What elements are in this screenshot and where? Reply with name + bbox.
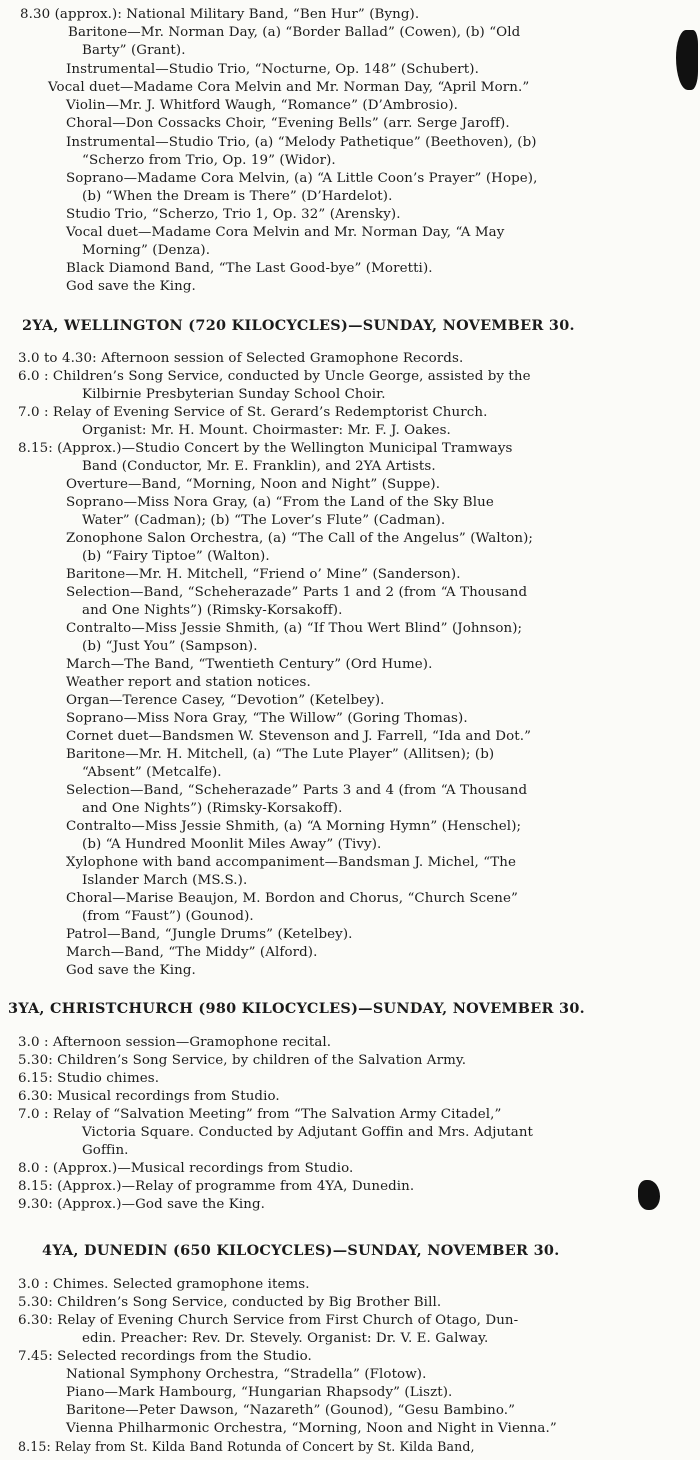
programme-line: Soprano—Miss Nora Gray, (a) “From the Land of the Sky Blue xyxy=(66,495,494,510)
programme-line: edin. Preacher: Rev. Dr. Stevely. Organist: Dr. V. E. Galway. xyxy=(82,1331,489,1346)
ink-blot xyxy=(676,30,698,90)
programme-line: Studio Trio, “Scherzo, Trio 1, Op. 32” (Arensky). xyxy=(66,207,401,222)
programme-line: and One Nights”) (Rimsky-Korsakoff). xyxy=(82,603,343,618)
programme-line: Selection—Band, “Scheherazade” Parts 3 and 4 (from “A Thousand xyxy=(66,783,528,798)
programme-line: 3.0 : Afternoon session—Gramophone recital. xyxy=(18,1035,332,1050)
station-heading-4ya: 4YA, DUNEDIN (650 KILOCYCLES)—SUNDAY, NOVEMBER 30. xyxy=(42,1242,560,1259)
programme-line: (b) “Fairy Tiptoe” (Walton). xyxy=(82,549,270,564)
programme-line: 3.0 : Chimes. Selected gramophone items. xyxy=(18,1277,310,1292)
programme-line: (from “Faust”) (Gounod). xyxy=(82,909,254,924)
programme-line: Choral—Marise Beaujon, M. Bordon and Chorus, “Church Scene” xyxy=(66,891,518,906)
programme-line: Contralto—Miss Jessie Shmith, (a) “A Morning Hymn” (Henschel); xyxy=(66,819,522,834)
programme-line: Weather report and station notices. xyxy=(66,675,311,690)
programme-line: (b) “When the Dream is There” (D’Hardelot). xyxy=(82,189,393,204)
programme-line: Soprano—Madame Cora Melvin, (a) “A Little Coon’s Prayer” (Hope), xyxy=(66,171,538,186)
programme-line: 6.15: Studio chimes. xyxy=(18,1071,160,1086)
programme-line: National Symphony Orchestra, “Stradella” (Flotow). xyxy=(66,1367,427,1382)
programme-line: Barty” (Grant). xyxy=(82,43,186,58)
programme-line: Piano—Mark Hambourg, “Hungarian Rhapsody” (Liszt). xyxy=(66,1385,453,1400)
programme-line: 8.15: (Approx.)—Studio Concert by the Wellington Municipal Tramways xyxy=(18,441,513,456)
programme-line: March—The Band, “Twentieth Century” (Ord Hume). xyxy=(66,657,433,672)
programme-line: Black Diamond Band, “The Last Good-bye” (Moretti). xyxy=(66,261,433,276)
programme-line: 9.30: (Approx.)—God save the King. xyxy=(18,1197,266,1212)
programme-line: Kilbirnie Presbyterian Sunday School Choir. xyxy=(82,387,386,402)
programme-line: 7.0 : Relay of Evening Service of St. Gerard’s Redemptorist Church. xyxy=(18,405,488,420)
programme-line: Victoria Square. Conducted by Adjutant Goffin and Mrs. Adjutant xyxy=(82,1125,534,1140)
programme-line: 7.45: Selected recordings from the Studio. xyxy=(18,1349,312,1364)
programme-line: 6.30: Relay of Evening Church Service from First Church of Otago, Dun- xyxy=(18,1313,519,1328)
programme-line: Baritone—Mr. H. Mitchell, (a) “The Lute Player” (Allitsen); (b) xyxy=(66,747,495,762)
programme-line: Baritone—Mr. H. Mitchell, “Friend o’ Mine” (Sanderson). xyxy=(66,567,461,582)
programme-line: God save the King. xyxy=(66,279,196,294)
programme-line: 7.0 : Relay of “Salvation Meeting” from “The Salvation Army Citadel,” xyxy=(18,1107,502,1122)
programme-line: Baritone—Mr. Norman Day, (a) “Border Ballad” (Cowen), (b) “Old xyxy=(68,25,521,40)
programme-line: Water” (Cadman); (b) “The Lover’s Flute” (Cadman). xyxy=(82,513,446,528)
programme-line: Baritone—Peter Dawson, “Nazareth” (Gounod), “Gesu Bambino.” xyxy=(66,1403,516,1418)
programme-line: Patrol—Band, “Jungle Drums” (Ketelbey). xyxy=(66,927,353,942)
programme-line: Soprano—Miss Nora Gray, “The Willow” (Goring Thomas). xyxy=(66,711,468,726)
programme-line: 8.0 : (Approx.)—Musical recordings from Studio. xyxy=(18,1161,354,1176)
programme-line: Violin—Mr. J. Whitford Waugh, “Romance” (D’Ambrosio). xyxy=(66,98,459,113)
programme-line: 5.30: Children’s Song Service, by children of the Salvation Army. xyxy=(18,1053,467,1068)
programme-line: 8.30 (approx.): National Military Band, “Ben Hur” (Byng). xyxy=(20,7,420,22)
programme-line: 3.0 to 4.30: Afternoon session of Selected Gramophone Records. xyxy=(18,351,464,366)
programme-line: Band (Conductor, Mr. E. Franklin), and 2YA Artists. xyxy=(82,459,436,474)
programme-line: Instrumental—Studio Trio, “Nocturne, Op. 148” (Schubert). xyxy=(66,62,479,77)
programme-line: God save the King. xyxy=(66,963,196,978)
programme-line: “Scherzo from Trio, Op. 19” (Widor). xyxy=(82,153,336,168)
ink-blot xyxy=(638,1180,660,1210)
programme-line: “Absent” (Metcalfe). xyxy=(82,765,222,780)
programme-line: Vocal duet—Madame Cora Melvin and Mr. Norman Day, “April Morn.” xyxy=(48,80,530,95)
programme-line: 6.30: Musical recordings from Studio. xyxy=(18,1089,280,1104)
programme-line: Xylophone with band accompaniment—Bandsman J. Michel, “The xyxy=(66,855,516,870)
programme-line: Zonophone Salon Orchestra, (a) “The Call of the Angelus” (Walton); xyxy=(66,531,534,546)
programme-line: 8.15: Relay from St. Kilda Band Rotunda of Concert by St. Kilda Band, xyxy=(18,1439,475,1454)
programme-line: (b) “Just You” (Sampson). xyxy=(82,639,258,654)
programme-line: Contralto—Miss Jessie Shmith, (a) “If Thou Wert Blind” (Johnson); xyxy=(66,621,523,636)
programme-line: and One Nights”) (Rimsky-Korsakoff). xyxy=(82,801,343,816)
station-heading-3ya: 3YA, CHRISTCHURCH (980 KILOCYCLES)—SUNDAY, NOVEMBER 30. xyxy=(8,1000,585,1017)
programme-line: (b) “A Hundred Moonlit Miles Away” (Tivy). xyxy=(82,837,382,852)
programme-line: Selection—Band, “Scheherazade” Parts 1 and 2 (from “A Thousand xyxy=(66,585,528,600)
programme-line: Organist: Mr. H. Mount. Choirmaster: Mr. F. J. Oakes. xyxy=(82,423,451,438)
programme-line: Instrumental—Studio Trio, (a) “Melody Pathetique” (Beethoven), (b) xyxy=(66,135,537,150)
programme-line: Overture—Band, “Morning, Noon and Night” (Suppe). xyxy=(66,477,441,492)
programme-line: 6.0 : Children’s Song Service, conducted by Uncle George, assisted by the xyxy=(18,369,531,384)
station-heading-2ya: 2YA, WELLINGTON (720 KILOCYCLES)—SUNDAY, NOVEMBER 30. xyxy=(22,317,575,334)
programme-line: Morning” (Denza). xyxy=(82,243,211,258)
programme-line: Organ—Terence Casey, “Devotion” (Ketelbey). xyxy=(66,693,385,708)
programme-line: Vocal duet—Madame Cora Melvin and Mr. Norman Day, “A May xyxy=(66,225,505,240)
programme-line: 8.15: (Approx.)—Relay of programme from 4YA, Dunedin. xyxy=(18,1179,415,1194)
programme-line: Vienna Philharmonic Orchestra, “Morning, Noon and Night in Vienna.” xyxy=(66,1421,557,1436)
programme-line: Cornet duet—Bandsmen W. Stevenson and J. Farrell, “Ida and Dot.” xyxy=(66,729,532,744)
programme-line: Goffin. xyxy=(82,1143,129,1158)
programme-line: March—Band, “The Middy” (Alford). xyxy=(66,945,318,960)
programme-line: Islander March (MS.S.). xyxy=(82,873,248,888)
programme-line: 5.30: Children’s Song Service, conducted by Big Brother Bill. xyxy=(18,1295,442,1310)
programme-line: Choral—Don Cossacks Choir, “Evening Bells” (arr. Serge Jaroff). xyxy=(66,116,510,131)
